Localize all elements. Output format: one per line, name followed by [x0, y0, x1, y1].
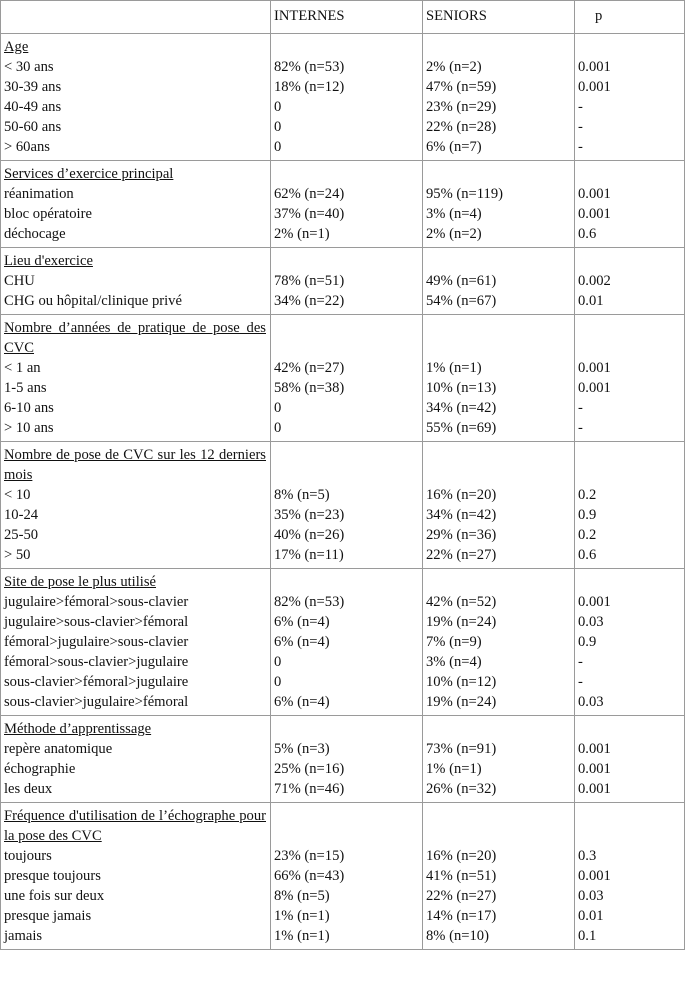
row-label: sous-clavier>fémoral>jugulaire — [4, 674, 189, 690]
internes-value-cell — [271, 34, 423, 161]
row-label: presque toujours — [4, 868, 101, 884]
seniors-value: 54% (n=67) — [426, 293, 497, 309]
seniors-value: 47% (n=59) — [426, 79, 497, 95]
p-value: - — [578, 654, 583, 670]
internes-value: 5% (n=3) — [274, 741, 330, 757]
internes-value-cell — [271, 161, 423, 248]
section-label-cell — [1, 315, 271, 442]
section-row — [1, 315, 685, 442]
section-label-cell — [1, 34, 271, 161]
p-value: - — [578, 400, 583, 416]
p-value: 0.002 — [578, 273, 611, 289]
section-label-cell — [1, 442, 271, 569]
p-value: 0.001 — [578, 868, 611, 884]
internes-value-cell — [271, 569, 423, 716]
p-value: 0.001 — [578, 761, 611, 777]
section-title: Nombre d’années de pratique de pose des CVC — [4, 320, 266, 356]
row-label: fémoral>jugulaire>sous-clavier — [4, 634, 189, 650]
seniors-value: 49% (n=61) — [426, 273, 497, 289]
row-label: 40-49 ans — [4, 99, 62, 115]
section-label-cell — [1, 803, 271, 950]
internes-value: 0 — [274, 400, 282, 416]
internes-value: 42% (n=27) — [274, 360, 345, 376]
seniors-value-cell — [423, 442, 575, 569]
row-label: repère anatomique — [4, 741, 113, 757]
row-label: > 50 — [4, 547, 31, 563]
p-value: 0.001 — [578, 594, 611, 610]
p-value: 0.03 — [578, 694, 604, 710]
seniors-value: 6% (n=7) — [426, 139, 482, 155]
internes-value: 6% (n=4) — [274, 634, 330, 650]
seniors-value-cell — [423, 248, 575, 315]
seniors-value: 2% (n=2) — [426, 59, 482, 75]
seniors-value: 22% (n=27) — [426, 888, 497, 904]
internes-value: 78% (n=51) — [274, 273, 345, 289]
internes-value-cell — [271, 248, 423, 315]
p-value: - — [578, 674, 583, 690]
header-row — [1, 1, 685, 34]
row-label: < 30 ans — [4, 59, 54, 75]
internes-value-cell — [271, 716, 423, 803]
section-title: Fréquence d'utilisation de l’échographe pour la pose des CVC — [4, 808, 266, 844]
internes-value-cell — [271, 442, 423, 569]
row-label: CHU — [4, 273, 35, 289]
seniors-value-cell — [423, 34, 575, 161]
header-cell-seniors: SENIORS — [423, 1, 575, 34]
p-value-cell — [575, 315, 685, 442]
seniors-value: 26% (n=32) — [426, 781, 497, 797]
section-row — [1, 34, 685, 161]
p-value: 0.6 — [578, 226, 597, 242]
p-value: - — [578, 119, 583, 135]
header-cell-p: p — [575, 1, 685, 34]
p-value: 0.001 — [578, 781, 611, 797]
section-title: Site de pose le plus utilisé — [4, 574, 157, 590]
p-value-cell — [575, 803, 685, 950]
row-label: réanimation — [4, 186, 74, 202]
seniors-value: 1% (n=1) — [426, 761, 482, 777]
seniors-value-cell — [423, 716, 575, 803]
seniors-value: 10% (n=12) — [426, 674, 497, 690]
internes-value: 2% (n=1) — [274, 226, 330, 242]
p-value-cell — [575, 161, 685, 248]
seniors-value: 22% (n=27) — [426, 547, 497, 563]
p-value: 0.001 — [578, 59, 611, 75]
p-value: - — [578, 420, 583, 436]
seniors-value-cell — [423, 161, 575, 248]
internes-value-cell — [271, 803, 423, 950]
seniors-value: 42% (n=52) — [426, 594, 497, 610]
row-label: bloc opératoire — [4, 206, 92, 222]
internes-value: 8% (n=5) — [274, 487, 330, 503]
seniors-value: 22% (n=28) — [426, 119, 497, 135]
section-row — [1, 161, 685, 248]
row-label: toujours — [4, 848, 52, 864]
section-title: Nombre de pose de CVC sur les 12 derniers mois — [4, 447, 266, 483]
row-label: > 60ans — [4, 139, 50, 155]
seniors-value: 29% (n=36) — [426, 527, 497, 543]
seniors-value: 19% (n=24) — [426, 694, 497, 710]
p-value: 0.001 — [578, 79, 611, 95]
p-value: 0.01 — [578, 293, 604, 309]
seniors-value: 1% (n=1) — [426, 360, 482, 376]
internes-value: 6% (n=4) — [274, 614, 330, 630]
seniors-value: 34% (n=42) — [426, 507, 497, 523]
row-label: fémoral>sous-clavier>jugulaire — [4, 654, 189, 670]
p-value: - — [578, 99, 583, 115]
p-value: 0.001 — [578, 186, 611, 202]
seniors-value: 16% (n=20) — [426, 848, 497, 864]
row-label: 50-60 ans — [4, 119, 62, 135]
internes-value: 62% (n=24) — [274, 186, 345, 202]
internes-value: 37% (n=40) — [274, 206, 345, 222]
p-value: 0.2 — [578, 527, 597, 543]
row-label: > 10 ans — [4, 420, 54, 436]
internes-value: 66% (n=43) — [274, 868, 345, 884]
internes-value-cell — [271, 315, 423, 442]
section-title: Lieu d'exercice — [4, 253, 93, 269]
internes-value: 71% (n=46) — [274, 781, 345, 797]
section-label-cell — [1, 716, 271, 803]
row-label: une fois sur deux — [4, 888, 105, 904]
seniors-value: 7% (n=9) — [426, 634, 482, 650]
seniors-value: 19% (n=24) — [426, 614, 497, 630]
header-cell-internes: INTERNES — [271, 1, 423, 34]
row-label: les deux — [4, 781, 53, 797]
p-value: 0.001 — [578, 360, 611, 376]
p-value: 0.001 — [578, 380, 611, 396]
internes-value: 1% (n=1) — [274, 908, 330, 924]
p-value: 0.9 — [578, 507, 597, 523]
row-label: 6-10 ans — [4, 400, 54, 416]
section-title: Méthode d’apprentissage — [4, 721, 152, 737]
internes-value: 82% (n=53) — [274, 594, 345, 610]
row-label: jamais — [4, 928, 43, 944]
p-value: 0.9 — [578, 634, 597, 650]
seniors-value: 8% (n=10) — [426, 928, 489, 944]
p-value-cell — [575, 248, 685, 315]
seniors-value: 73% (n=91) — [426, 741, 497, 757]
internes-value: 35% (n=23) — [274, 507, 345, 523]
internes-value: 82% (n=53) — [274, 59, 345, 75]
p-value: 0.01 — [578, 908, 604, 924]
seniors-value: 3% (n=4) — [426, 654, 482, 670]
internes-value: 25% (n=16) — [274, 761, 345, 777]
seniors-value: 3% (n=4) — [426, 206, 482, 222]
section-row — [1, 803, 685, 950]
internes-value: 18% (n=12) — [274, 79, 345, 95]
p-value: 0.001 — [578, 206, 611, 222]
internes-value: 34% (n=22) — [274, 293, 345, 309]
seniors-value-cell — [423, 803, 575, 950]
seniors-value: 10% (n=13) — [426, 380, 497, 396]
row-label: CHG ou hôpital/clinique privé — [4, 293, 182, 309]
section-row — [1, 716, 685, 803]
p-value: - — [578, 139, 583, 155]
internes-value: 1% (n=1) — [274, 928, 330, 944]
seniors-value: 16% (n=20) — [426, 487, 497, 503]
section-label-cell — [1, 248, 271, 315]
p-value: 0.1 — [578, 928, 597, 944]
internes-value: 0 — [274, 99, 282, 115]
internes-value: 8% (n=5) — [274, 888, 330, 904]
p-value: 0.2 — [578, 487, 597, 503]
row-label: déchocage — [4, 226, 66, 242]
row-label: 25-50 — [4, 527, 39, 543]
header-cell-label — [1, 1, 271, 34]
p-value: 0.03 — [578, 888, 604, 904]
internes-value: 6% (n=4) — [274, 694, 330, 710]
internes-value: 0 — [274, 119, 282, 135]
internes-value: 58% (n=38) — [274, 380, 345, 396]
row-label: < 1 an — [4, 360, 41, 376]
internes-value: 0 — [274, 139, 282, 155]
internes-value: 0 — [274, 674, 282, 690]
p-value: 0.6 — [578, 547, 597, 563]
row-label: échographie — [4, 761, 76, 777]
section-row — [1, 248, 685, 315]
row-label: 1-5 ans — [4, 380, 47, 396]
seniors-value: 41% (n=51) — [426, 868, 497, 884]
section-row — [1, 442, 685, 569]
seniors-value: 23% (n=29) — [426, 99, 497, 115]
p-value-cell — [575, 34, 685, 161]
seniors-value: 34% (n=42) — [426, 400, 497, 416]
section-label-cell — [1, 161, 271, 248]
row-label: jugulaire>fémoral>sous-clavier — [4, 594, 189, 610]
section-title: Age — [4, 39, 29, 55]
table-body — [1, 1, 685, 950]
section-row — [1, 569, 685, 716]
p-value-cell — [575, 716, 685, 803]
p-value: 0.03 — [578, 614, 604, 630]
p-value: 0.3 — [578, 848, 597, 864]
internes-value: 0 — [274, 420, 282, 436]
p-value-cell — [575, 442, 685, 569]
row-label: jugulaire>sous-clavier>fémoral — [4, 614, 189, 630]
internes-value: 40% (n=26) — [274, 527, 345, 543]
row-label: 10-24 — [4, 507, 39, 523]
seniors-value-cell — [423, 569, 575, 716]
seniors-value: 14% (n=17) — [426, 908, 497, 924]
seniors-value-cell — [423, 315, 575, 442]
section-label-cell — [1, 569, 271, 716]
row-label: presque jamais — [4, 908, 92, 924]
internes-value: 23% (n=15) — [274, 848, 345, 864]
seniors-value: 2% (n=2) — [426, 226, 482, 242]
p-value: 0.001 — [578, 741, 611, 757]
row-label: < 10 — [4, 487, 31, 503]
internes-value: 0 — [274, 654, 282, 670]
seniors-value: 55% (n=69) — [426, 420, 497, 436]
row-label: 30-39 ans — [4, 79, 62, 95]
internes-value: 17% (n=11) — [274, 547, 344, 563]
p-value-cell — [575, 569, 685, 716]
section-title: Services d’exercice principal — [4, 166, 174, 182]
seniors-value: 95% (n=119) — [426, 186, 503, 202]
row-label: sous-clavier>jugulaire>fémoral — [4, 694, 189, 710]
